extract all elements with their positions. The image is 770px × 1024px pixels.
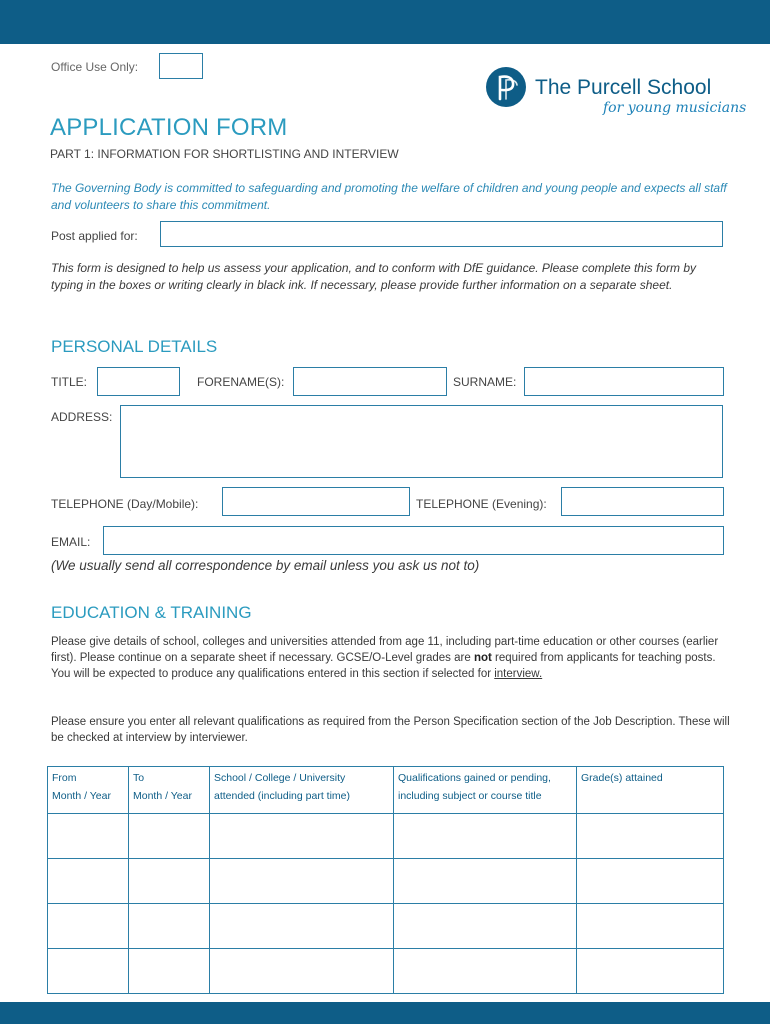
table-cell[interactable] <box>129 814 210 859</box>
column-header-text: including subject or course title <box>398 790 542 802</box>
table-row <box>48 814 724 859</box>
column-header-text: Qualifications gained or pending, <box>398 772 551 784</box>
surname-label: SURNAME: <box>453 375 517 389</box>
school-name: The Purcell School <box>535 76 712 99</box>
part-title: PART 1: INFORMATION FOR SHORTLISTING AND INTERVIEW <box>50 147 399 161</box>
telephone-day-field[interactable] <box>222 487 410 516</box>
education-instructions-emphasis: not <box>473 652 492 665</box>
post-applied-field[interactable] <box>160 221 723 247</box>
school-logo-icon <box>485 66 527 108</box>
education-heading: EDUCATION & TRAINING <box>51 603 252 622</box>
table-cell[interactable] <box>577 859 724 904</box>
table-cell[interactable] <box>394 904 577 949</box>
education-table <box>47 766 724 994</box>
safeguarding-statement: The Governing Body is committed to safeguarding and promoting the welfare of children and young people and expects all staff and volunteers to share this commitment. <box>51 181 727 212</box>
column-header-text: From <box>52 772 77 784</box>
education-instructions-underline: interview. <box>494 668 543 681</box>
column-header-from <box>48 767 129 814</box>
column-header-text: School / College / University <box>214 772 346 784</box>
table-cell[interactable] <box>577 904 724 949</box>
table-cell[interactable] <box>210 904 394 949</box>
school-tagline: for young musicians <box>603 100 747 116</box>
office-use-label: Office Use Only: <box>51 60 139 74</box>
column-header-school <box>210 767 394 814</box>
top-banner <box>0 0 770 44</box>
form-intro: This form is designed to help us assess your application, and to conform with DfE guidance. Please complete this form by typing in the boxes or writing clearly in black ink. If necessary, please provide further information on a separate sheet. <box>51 261 696 292</box>
email-label: EMAIL: <box>51 535 91 549</box>
personal-details-heading: PERSONAL DETAILS <box>51 337 218 356</box>
table-row <box>48 859 724 904</box>
column-header-text: Grade(s) attained <box>581 772 663 784</box>
table-cell[interactable] <box>210 949 394 994</box>
qualification-note: Please ensure you enter all relevant qualifications as required from the Person Specification section of the Job Description. These will be checked at interview by interviewer. <box>51 716 730 745</box>
form-title: APPLICATION FORM <box>50 114 288 141</box>
column-header-text: To <box>133 772 145 784</box>
table-cell[interactable] <box>48 904 129 949</box>
table-cell[interactable] <box>129 859 210 904</box>
column-header-text: attended (including part time) <box>214 790 350 802</box>
telephone-day-label: TELEPHONE (Day/Mobile): <box>51 497 199 511</box>
forename-field[interactable] <box>293 367 447 396</box>
forename-label: FORENAME(S): <box>197 375 285 389</box>
table-cell[interactable] <box>129 949 210 994</box>
table-cell[interactable] <box>48 814 129 859</box>
table-cell[interactable] <box>48 859 129 904</box>
surname-field[interactable] <box>524 367 724 396</box>
table-cell[interactable] <box>394 949 577 994</box>
education-table-header <box>48 767 724 814</box>
office-use-field[interactable] <box>159 53 203 79</box>
post-applied-label: Post applied for: <box>51 229 138 243</box>
address-label: ADDRESS: <box>51 410 113 424</box>
column-header-grades <box>577 767 724 814</box>
column-header-to <box>129 767 210 814</box>
title-field[interactable] <box>97 367 180 396</box>
email-note: (We usually send all correspondence by email unless you ask us not to) <box>51 558 480 573</box>
telephone-evening-field[interactable] <box>561 487 724 516</box>
telephone-evening-label: TELEPHONE (Evening): <box>416 497 547 511</box>
address-field[interactable] <box>120 405 723 478</box>
title-label: TITLE: <box>51 375 88 389</box>
education-instructions-part2: required from applicants for teaching posts. You will be expected to produce any qualifications entered in this section if selected for <box>51 652 716 681</box>
table-row <box>48 904 724 949</box>
bottom-banner <box>0 1002 770 1024</box>
email-field[interactable] <box>103 526 724 555</box>
table-cell[interactable] <box>210 814 394 859</box>
table-cell[interactable] <box>577 814 724 859</box>
table-cell[interactable] <box>394 859 577 904</box>
column-header-text: Month / Year <box>133 790 192 802</box>
column-header-text: Month / Year <box>52 790 111 802</box>
education-instructions-part1: Please give details of school, colleges and universities attended from age 11, including part-time education or other courses (earlier first). Please continue on a separate sheet if necessary. GCSE/O-Level grades are <box>51 636 719 665</box>
table-cell[interactable] <box>577 949 724 994</box>
table-cell[interactable] <box>48 949 129 994</box>
table-cell[interactable] <box>210 859 394 904</box>
column-header-qualifications <box>394 767 577 814</box>
table-row <box>48 949 724 994</box>
education-instructions <box>51 634 731 683</box>
school-logo <box>485 66 745 126</box>
table-cell[interactable] <box>129 904 210 949</box>
table-cell[interactable] <box>394 814 577 859</box>
